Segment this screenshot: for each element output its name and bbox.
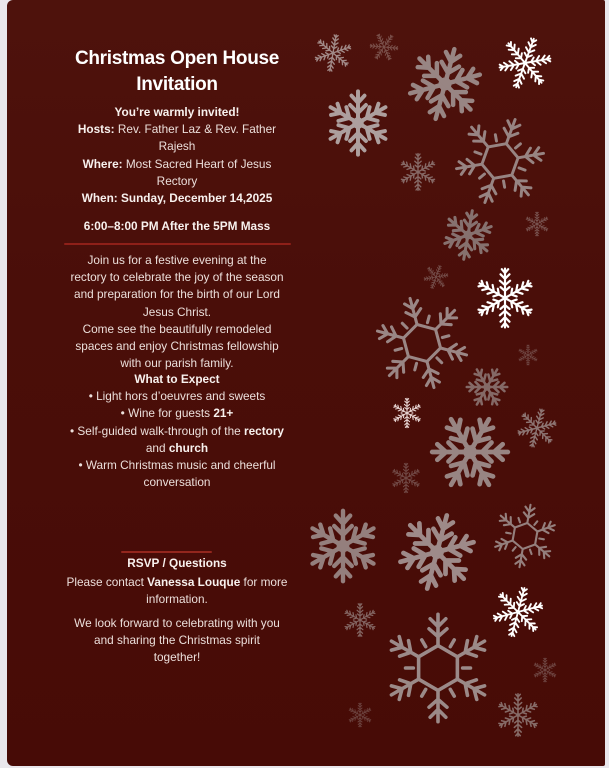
text-segment: spaces and enjoy Christmas fellowship (75, 339, 279, 354)
snowflake-icon (398, 152, 438, 192)
text-segment: with our parish family. (120, 356, 234, 371)
snowflake-icon (342, 602, 378, 638)
snowflake-icon (436, 203, 501, 268)
snowflake-icon (391, 397, 423, 429)
where-line (31, 156, 323, 190)
snowflake-icon (495, 692, 541, 738)
snowflake-icon (347, 702, 373, 728)
text-segment: Please contact (66, 575, 148, 589)
intro-paragraph-1 (31, 252, 323, 321)
rsvp-heading: RSVP / Questions (127, 556, 227, 570)
snowflake-icon (390, 462, 422, 494)
snowflake-icon (411, 393, 528, 510)
emphasis-text: rectory (243, 423, 284, 438)
snowflake-icon (532, 657, 558, 683)
rsvp-divider (121, 551, 212, 553)
section-divider (64, 243, 291, 245)
snowflake-icon (382, 612, 494, 724)
list-item (31, 423, 323, 457)
text-segment: Jesus Christ. (142, 304, 212, 319)
invited-line: You’re warmly invited! (114, 105, 240, 119)
snowflake-icon (487, 498, 563, 574)
rsvp-contact-line (31, 574, 323, 608)
text-segment: Rectory (156, 173, 198, 188)
title-line-1: Christmas Open House (74, 48, 280, 69)
snowflake-icon (363, 26, 405, 68)
title-line-2: Invitation (136, 74, 218, 95)
text-segment: and (145, 440, 169, 455)
time-line: 6:00–8:00 PM After the 5PM Mass (83, 219, 271, 233)
snowflake-icon (524, 211, 550, 237)
intro-paragraph-2 (31, 321, 323, 373)
text-segment: rectory to celebrate the joy of the season (70, 270, 284, 285)
list-item (31, 388, 323, 405)
hosts-line (31, 121, 323, 155)
event-details (31, 104, 323, 207)
snowflake-icon (363, 284, 481, 402)
text-segment: Join us for a festive evening at the (87, 253, 267, 267)
list-item (31, 457, 323, 491)
emphasis-text: church (168, 440, 209, 455)
emphasis-text: Hosts: (77, 122, 115, 137)
text-segment: • Light hors d’oeuvres and sweets (88, 389, 266, 404)
snowflake-icon (517, 344, 539, 366)
text-segment: We look forward to celebrating with you (74, 616, 280, 630)
expect-section (31, 371, 323, 491)
emphasis-text: 21+ (213, 406, 234, 421)
snowflake-icon (384, 499, 489, 604)
emphasis-text: Vanessa Louque (147, 575, 241, 589)
list-item (31, 405, 323, 422)
snowflake-icon (473, 266, 537, 330)
expect-list (31, 388, 323, 491)
text-segment: Most Sacred Heart of Jesus (122, 156, 272, 171)
text-segment: Come see the beautifully remodeled (82, 321, 272, 336)
text-segment: conversation (143, 475, 211, 490)
text-segment: information. (146, 592, 208, 607)
snowflake-icon (419, 260, 452, 293)
snowflake-icon (441, 102, 559, 220)
text-segment: and sharing the Christmas spirit (94, 633, 260, 648)
emphasis-text: Where: (82, 156, 123, 171)
text-segment: • Wine for guests (120, 406, 214, 421)
text-segment: • Warm Christmas music and cheerful (78, 458, 276, 473)
text-segment: Rev. Father Laz & Rev. Father (114, 122, 277, 137)
when-line: When: Sunday, December 14,2025 (81, 191, 273, 206)
snowflake-icon (456, 356, 519, 419)
text-segment: • Self-guided walk-through of the (70, 423, 244, 438)
snowflake-icon (485, 579, 551, 645)
flyer (7, 0, 605, 766)
text-segment: for more (240, 575, 288, 589)
snowflake-icon (322, 87, 394, 159)
snowflake-icon (395, 34, 495, 134)
snowflake-icon (489, 27, 561, 99)
intro-section (31, 252, 323, 372)
page-title (31, 46, 323, 98)
expect-heading: What to Expect (134, 372, 220, 386)
closing-line (31, 615, 323, 667)
text-segment: Rajesh (158, 139, 196, 154)
text-segment: and preparation for the birth of our Lord (74, 287, 280, 302)
text-segment: together! (153, 650, 201, 665)
snowflake-icon (511, 402, 562, 453)
